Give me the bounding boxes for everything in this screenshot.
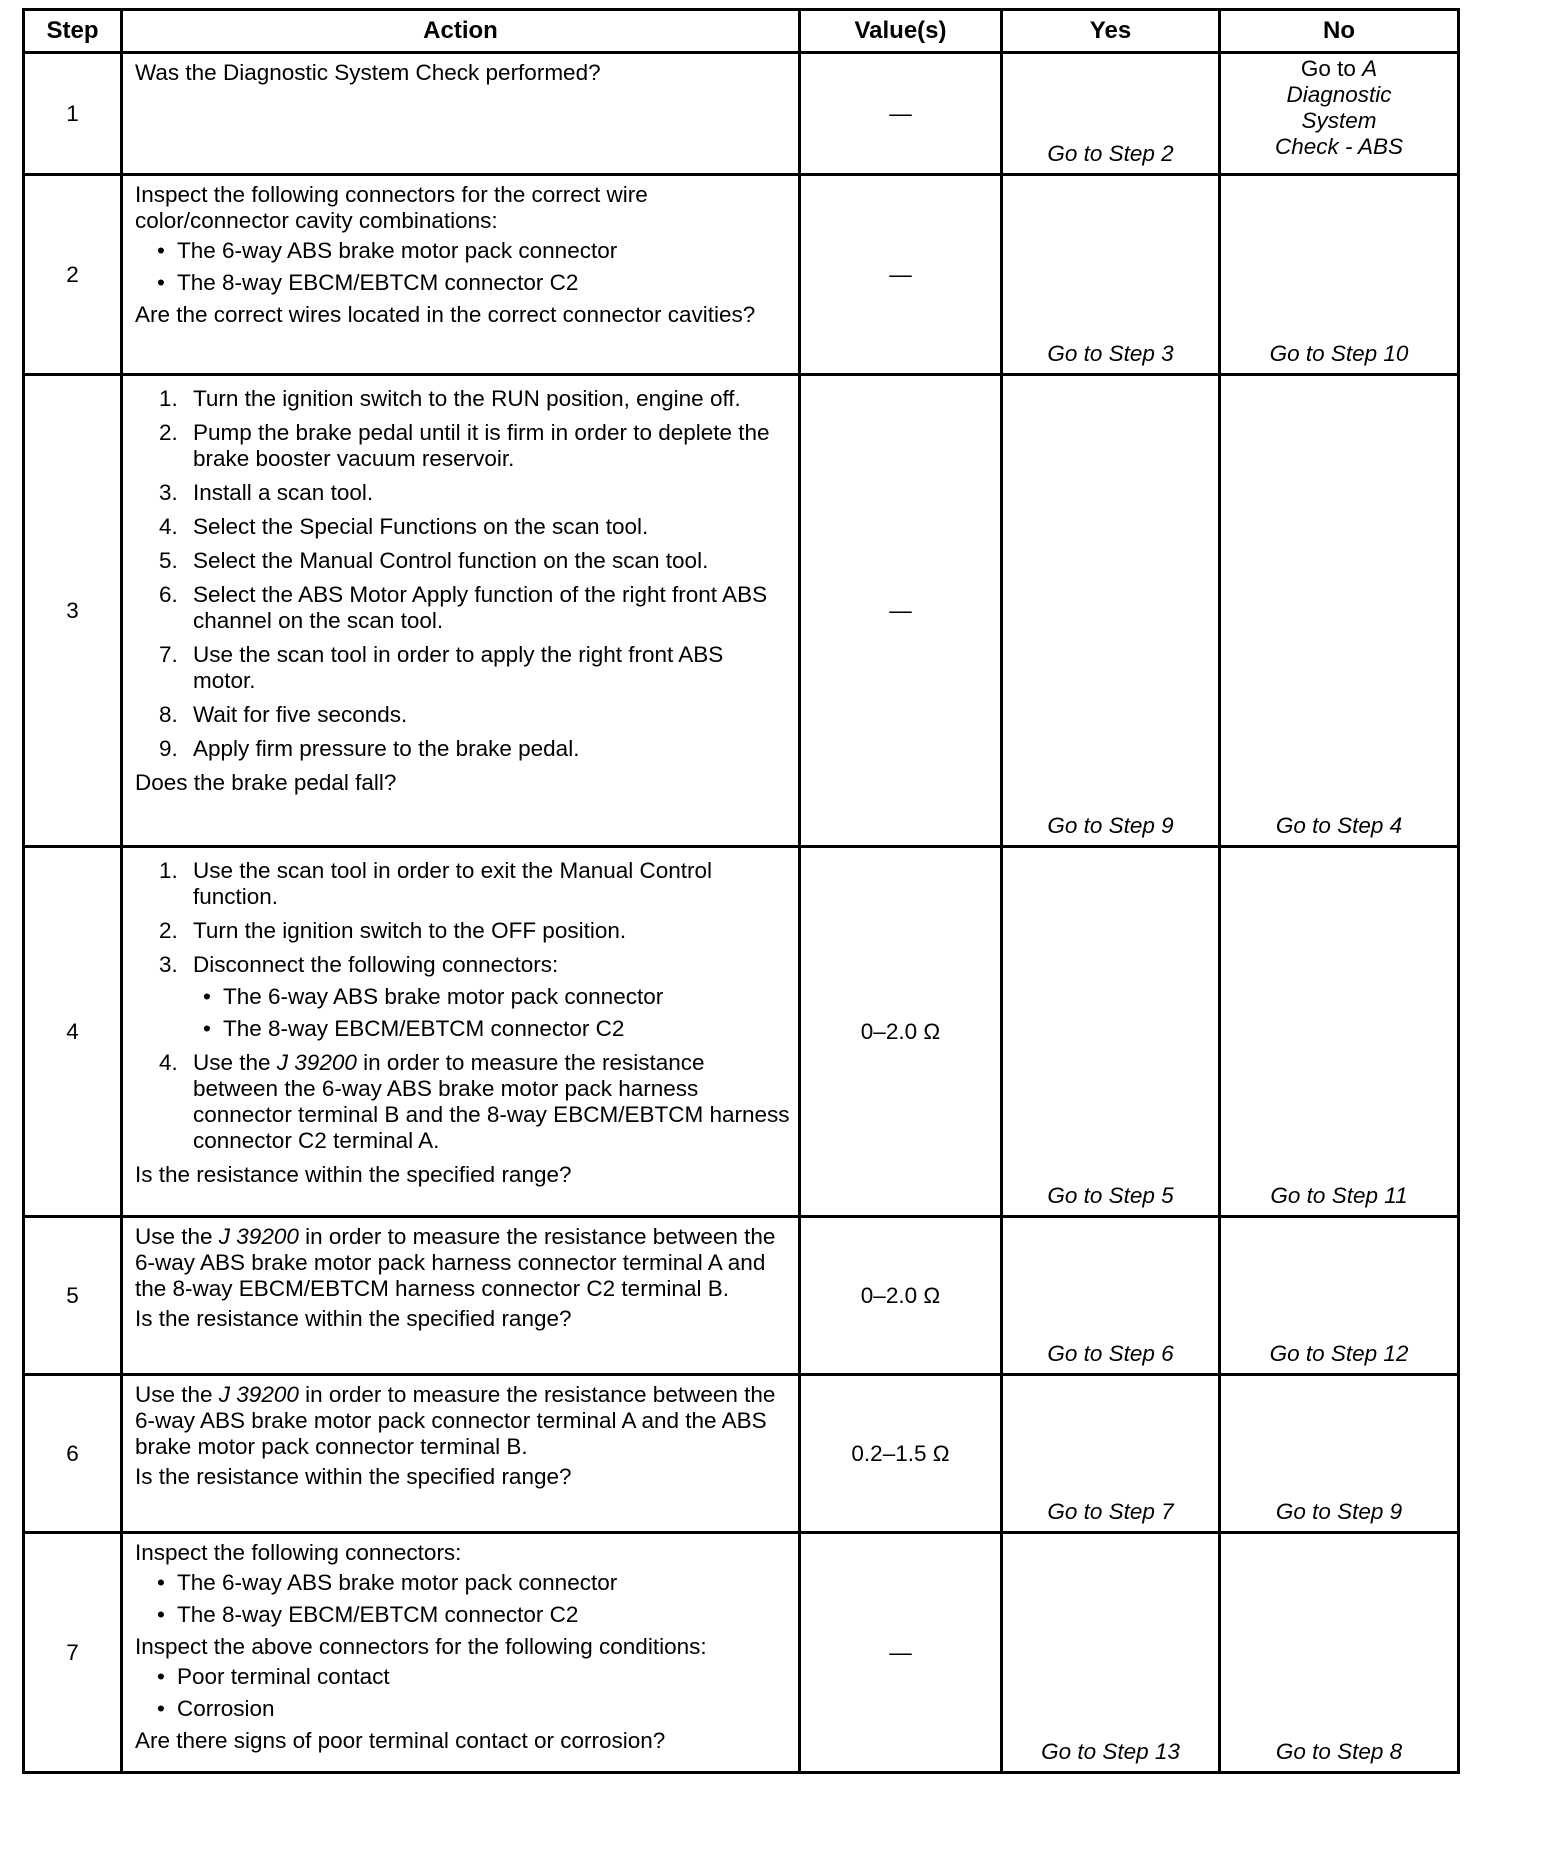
numbered-steps (135, 858, 790, 1154)
action-cell (122, 847, 800, 1217)
bullet-list (193, 984, 790, 1042)
step-number: 7 (24, 1533, 122, 1773)
value-cell: — (800, 175, 1002, 375)
no-text: Check - ABS (1275, 134, 1403, 159)
yes-cell: Go to Step 3 (1002, 175, 1220, 375)
action-cell (122, 1375, 800, 1533)
no-text: Go to A (1300, 56, 1378, 81)
diagnostic-table-sheet (22, 8, 1457, 1774)
step-number: 1 (24, 53, 122, 175)
header-values: Value(s) (800, 10, 1002, 53)
list-item: 1. Use the scan tool in order to exit the Manual Control function. (159, 858, 713, 909)
value-cell: — (800, 375, 1002, 847)
no-cell: Go to Step 9 (1220, 1375, 1459, 1533)
list-item: 2. Turn the ignition switch to the OFF position. (159, 918, 627, 943)
tool-name: J 39200 (218, 1382, 299, 1407)
list-item: 2. Pump the brake pedal until it is firm in order to deplete the brake booster vacuum reservoir. (159, 420, 770, 471)
list-item: 3. Disconnect the following connectors: • The 6-way ABS brake motor pack connector • The 8-way EBCM/EBTCM connector C2 (193, 952, 790, 1042)
action-text: Was the Diagnostic System Check performed? (135, 60, 601, 85)
no-cell: Go to Step 4 (1220, 375, 1459, 847)
header-step: Step (24, 10, 122, 53)
header-yes: Yes (1002, 10, 1220, 53)
action-question: Is the resistance within the specified range? (135, 1162, 572, 1187)
list-item: 1. Turn the ignition switch to the RUN position, engine off. (159, 386, 741, 411)
no-text: Diagnostic (1286, 82, 1392, 107)
numbered-steps (135, 386, 790, 762)
yes-cell: Go to Step 5 (1002, 847, 1220, 1217)
action-question: Does the brake pedal fall? (135, 770, 397, 795)
action-cell (122, 375, 800, 847)
yes-cell: Go to Step 7 (1002, 1375, 1220, 1533)
no-cell: Go to Step 11 (1220, 847, 1459, 1217)
yes-cell: Go to Step 9 (1002, 375, 1220, 847)
list-item: 4. Use the J 39200 in order to measure the resistance between the 6-way ABS brake motor pack harness connector terminal B and the 8-way EBCM/EBTCM harness connector C2 terminal A. (159, 1050, 790, 1153)
value-cell: — (800, 53, 1002, 175)
step-number: 6 (24, 1375, 122, 1533)
list-item: • The 8-way EBCM/EBTCM connector C2 (177, 270, 790, 296)
bullet-list (135, 1570, 790, 1628)
list-item: • The 6-way ABS brake motor pack connector (177, 1570, 790, 1596)
header-no: No (1220, 10, 1459, 53)
list-item: 8. Wait for five seconds. (159, 702, 408, 727)
list-item: 9. Apply firm pressure to the brake pedal. (159, 736, 580, 761)
step-number: 5 (24, 1217, 122, 1375)
list-item: 7. Use the scan tool in order to apply the right front ABS motor. (159, 642, 724, 693)
list-item: • Poor terminal contact (177, 1664, 790, 1690)
list-item: 4. Select the Special Functions on the scan tool. (159, 514, 649, 539)
value-cell: — (800, 1533, 1002, 1773)
no-cell: Go to Step 10 (1220, 175, 1459, 375)
table-row (24, 1533, 1459, 1773)
yes-cell: Go to Step 6 (1002, 1217, 1220, 1375)
table-row (24, 847, 1459, 1217)
bullet-list (135, 1664, 790, 1722)
list-item: 3. Install a scan tool. (159, 480, 374, 505)
step-number: 2 (24, 175, 122, 375)
no-text: System (1301, 108, 1377, 133)
action-question: Is the resistance within the specified range? (135, 1306, 572, 1331)
action-text: Use the J 39200 in order to measure the resistance between the 6-way ABS brake motor pack connector terminal A and the ABS brake motor pack connector terminal B. (135, 1382, 776, 1459)
action-cell (122, 53, 800, 175)
step-number: 4 (24, 847, 122, 1217)
action-text: Inspect the following connectors: (135, 1540, 462, 1565)
action-text: Inspect the above connectors for the following conditions: (135, 1634, 707, 1659)
tool-name: J 39200 (218, 1224, 299, 1249)
table-row (24, 375, 1459, 847)
action-question: Is the resistance within the specified range? (135, 1464, 572, 1489)
value-cell: 0–2.0 Ω (800, 1217, 1002, 1375)
list-item: • The 6-way ABS brake motor pack connector (177, 238, 790, 264)
no-cell: Go to Step 12 (1220, 1217, 1459, 1375)
yes-cell: Go to Step 13 (1002, 1533, 1220, 1773)
list-item: • The 8-way EBCM/EBTCM connector C2 (223, 1016, 790, 1042)
no-cell (1220, 53, 1459, 175)
action-text: Use the J 39200 in order to measure the resistance between the 6-way ABS brake motor pack harness connector terminal A and the 8-way EBCM/EBTCM harness connector C2 terminal B. (135, 1224, 776, 1301)
list-item: • The 6-way ABS brake motor pack connector (223, 984, 790, 1010)
table-row (24, 1375, 1459, 1533)
bullet-list (135, 238, 790, 296)
no-cell: Go to Step 8 (1220, 1533, 1459, 1773)
header-row (24, 10, 1459, 53)
yes-cell: Go to Step 2 (1002, 53, 1220, 175)
step-number: 3 (24, 375, 122, 847)
tool-name: J 39200 (276, 1050, 357, 1075)
list-item: • Corrosion (177, 1696, 790, 1722)
action-text: Inspect the following connectors for the correct wire color/connector cavity combinations: (135, 182, 648, 233)
table-row (24, 53, 1459, 175)
table-row (24, 1217, 1459, 1375)
value-cell: 0.2–1.5 Ω (800, 1375, 1002, 1533)
diagnostic-table (22, 8, 1460, 1774)
action-cell (122, 1217, 800, 1375)
list-item: • The 8-way EBCM/EBTCM connector C2 (177, 1602, 790, 1628)
action-question: Are the correct wires located in the correct connector cavities? (135, 302, 756, 327)
value-cell: 0–2.0 Ω (800, 847, 1002, 1217)
action-cell (122, 1533, 800, 1773)
action-cell (122, 175, 800, 375)
list-item: 5. Select the Manual Control function on the scan tool. (159, 548, 709, 573)
list-item: 6. Select the ABS Motor Apply function of the right front ABS channel on the scan tool. (159, 582, 768, 633)
header-action: Action (122, 10, 800, 53)
table-row (24, 175, 1459, 375)
action-question: Are there signs of poor terminal contact or corrosion? (135, 1728, 666, 1753)
